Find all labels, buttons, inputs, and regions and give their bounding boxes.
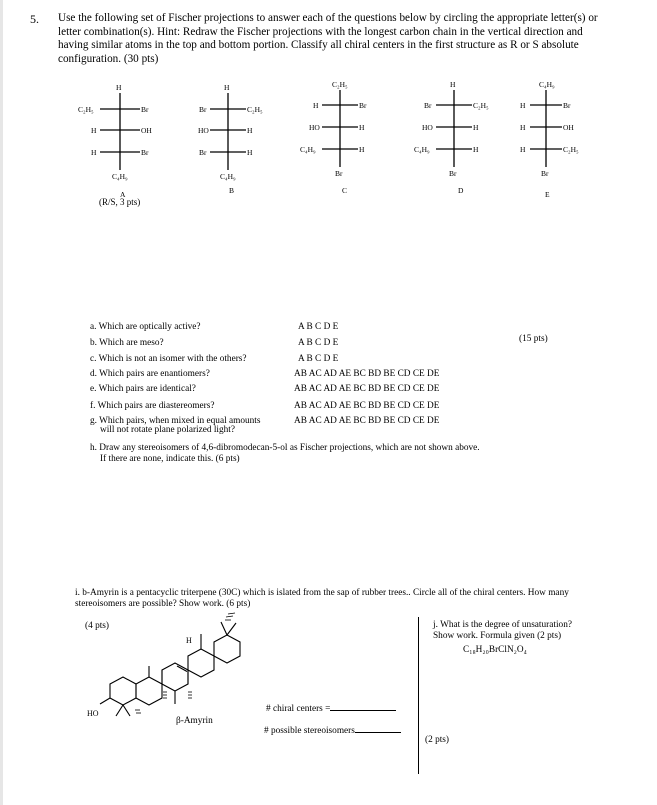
part-j-line2: Show work. Formula given (2 pts) [433, 631, 562, 641]
fischer-b-letter: B [229, 186, 235, 195]
h-label: H [186, 636, 192, 645]
question-d: d. Which pairs are enantiomers? [90, 369, 210, 379]
fischer-e-letter: E [545, 190, 550, 199]
part-j-formula: C₁₈H₂₀BrClN₂O₄ [463, 645, 527, 655]
fischer-b-r3-right: H [247, 148, 253, 157]
fischer-d-lines [436, 90, 472, 167]
fischer-lines [60, 76, 650, 206]
molecule-name: β-Amyrin [176, 716, 213, 726]
fischer-e-bottom: Br [541, 169, 549, 178]
question-f: f. Which pairs are diastereomers? [90, 401, 215, 411]
fischer-a-bottom: C₄H₉ [112, 172, 128, 181]
fischer-a-r2-right: OH [141, 126, 152, 135]
fischer-a-lines [100, 93, 140, 170]
fischer-e-top: C₄H₉ [539, 80, 555, 89]
fischer-b-r3-left: Br [199, 148, 207, 157]
fischer-d-r2-left: HO [422, 123, 433, 132]
part-j [433, 620, 572, 656]
question-a: a. Which are optically active? [90, 322, 201, 332]
part-h-line1: h. Draw any stereoisomers of 4,6-dibromodecan-5-ol as Fischer projections, which are not shown above. [90, 443, 480, 453]
fischer-a-r3-right: Br [141, 148, 149, 157]
fischer-a-r3-left: H [91, 148, 97, 157]
left-margin-bar [0, 0, 3, 805]
fischer-d-r1-left: Br [424, 101, 432, 110]
section-divider [418, 617, 419, 774]
fischer-a-note: (R/S, 3 pts) [99, 197, 141, 207]
fischer-a-r2-left: H [91, 126, 97, 135]
fischer-b-top: H [224, 83, 230, 92]
fischer-d-r2-right: H [473, 123, 479, 132]
fischer-c-r3-right: H [359, 145, 365, 154]
stereoisomers-label: # possible stereoisomers [264, 726, 401, 736]
options-e[interactable]: AB AC AD AE BC BD BE CD CE DE [294, 384, 440, 394]
question-c: c. Which is not an isomer with the others? [90, 354, 247, 364]
fischer-d-r3-left: C₄H₉ [414, 145, 430, 154]
fischer-c-lines [322, 90, 358, 167]
fischer-b-r2-right: H [247, 126, 253, 135]
question-g-line2: will not rotate plane polarized light? [100, 425, 236, 435]
fischer-c-top: C₂H₅ [332, 80, 348, 89]
fischer-projections [60, 76, 650, 206]
part-h-line2: If there are none, indicate this. (6 pts) [100, 454, 240, 464]
options-d[interactable]: AB AC AD AE BC BD BE CD CE DE [294, 369, 440, 379]
ho-label: HO [87, 709, 99, 718]
fischer-b-lines [210, 93, 246, 170]
fischer-c-r2-left: HO [309, 123, 320, 132]
part-j-line1: j. What is the degree of unsaturation? [433, 620, 572, 630]
fischer-d-top: H [450, 80, 456, 89]
fischer-b-bottom: C₄H₉ [220, 172, 236, 181]
points-15: (15 pts) [519, 334, 548, 344]
chiral-centers-label: # chiral centers = [266, 704, 396, 714]
part-i-text: i. b-Amyrin is a pentacyclic triterpene (30C) which is islated from the sap of rubber trees.. Circle all of the chiral centers. How many stereoisomers are possible? Show work. (6 pts) [75, 588, 569, 609]
part-i-points: (4 pts) [85, 621, 110, 631]
question-intro: Use the following set of Fischer projections to answer each of the questions below by circling the appropriate letter(s) or letter combination(s). Hint: Redraw the Fischer projections with the longest carbon chain in the vertical direction and having similar atoms in the top and bottom portion. Classify all chiral centers in the first structure as R or S absolute configuration. (30 pts) [58, 12, 598, 65]
fischer-d-r1-right: C₂H₅ [473, 101, 489, 110]
fischer-c-r1-right: Br [359, 101, 367, 110]
fischer-a-r1-right: Br [141, 105, 149, 114]
fischer-d-bottom: Br [449, 169, 457, 178]
options-c[interactable]: A B C D E [298, 354, 339, 364]
fischer-b-r2-left: HO [198, 126, 209, 135]
stereoisomers-answer[interactable] [355, 732, 401, 733]
fischer-c-r2-right: H [359, 123, 365, 132]
options-b[interactable]: A B C D E [298, 338, 339, 348]
options-g[interactable]: AB AC AD AE BC BD BE CD CE DE [294, 416, 440, 426]
fischer-e-r1-right: Br [563, 101, 571, 110]
part-j-points: (2 pts) [425, 735, 450, 745]
question-g: g. Which pairs, when mixed in equal amounts [90, 416, 261, 426]
fischer-a-r1-left: C₂H₅ [78, 105, 94, 114]
fischer-c-bottom: Br [335, 169, 343, 178]
question-b: b. Which are meso? [90, 338, 164, 348]
question-number: 5. [30, 12, 39, 26]
fischer-b-r1-right: C₂H₅ [247, 105, 263, 114]
fischer-e-r2-left: H [520, 123, 526, 132]
fischer-e-lines [530, 90, 562, 167]
options-f[interactable]: AB AC AD AE BC BD BE CD CE DE [294, 401, 440, 411]
question-e: e. Which pairs are identical? [90, 384, 196, 394]
fischer-c-letter: C [342, 186, 348, 195]
fischer-d-r3-right: H [473, 145, 479, 154]
chiral-centers-answer[interactable] [330, 710, 396, 711]
fischer-c-r1-left: H [313, 101, 319, 110]
fischer-e-r3-right: C₂H₅ [563, 145, 579, 154]
beta-amyrin-structure [88, 612, 253, 727]
fischer-a-letter: A [120, 190, 126, 199]
fischer-c-r3-left: C₄H₉ [300, 145, 316, 154]
fischer-e-r1-left: H [520, 101, 526, 110]
fischer-b-r1-left: Br [199, 105, 207, 114]
fischer-e-r3-left: H [520, 145, 526, 154]
fischer-d-letter: D [458, 186, 464, 195]
fischer-e-r2-right: OH [563, 123, 574, 132]
options-a[interactable]: A B C D E [298, 322, 339, 332]
fischer-a-top: H [116, 83, 122, 92]
